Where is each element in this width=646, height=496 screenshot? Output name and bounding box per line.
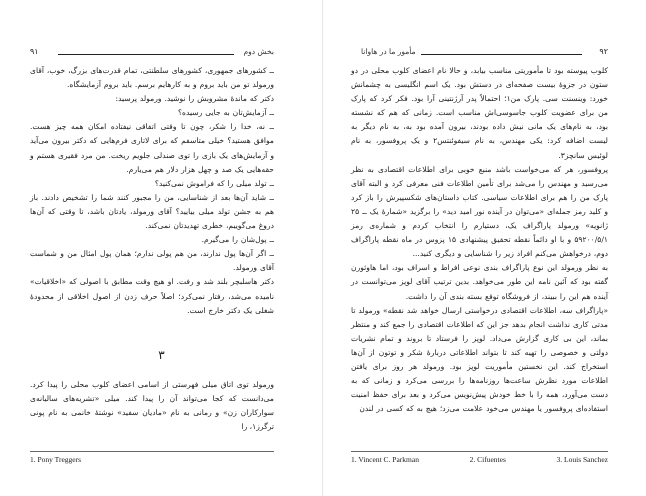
footnote: 1. Vincent C. Parkman <box>351 455 419 464</box>
running-title: بخش دوم <box>243 47 274 56</box>
page-number: ۹۲ <box>599 47 608 56</box>
paragraph: ــ پول‌شان را می‌گیرم. <box>201 235 274 245</box>
paragraph: ــ اگر آن‌ها پول ندارند، من هم پولی ندارم؛ همان پول امثال من و شماست آقای ورمولد. <box>30 249 274 273</box>
left-body-text <box>30 64 274 318</box>
section-body-text <box>30 378 274 434</box>
footnote: 1. Pony Treggers <box>30 455 82 464</box>
footnote-rule <box>351 451 608 452</box>
paragraph: به نظر ورمولد این نوع پاراگراف بندی نوعی افراط و اسراف بود، اما هاوثورن گفته بود که آئین نامه این طور می‌خواهد. بدین ترتیب آقای لوپز می‌توانست در آینده هم این را ببیند، از فروشگاه توقع بسته بندی آن را داشت. <box>351 263 608 301</box>
header-rule <box>58 54 234 55</box>
right-page <box>323 0 646 496</box>
paragraph: ــ شاید آن‌ها بعد از شناسایی، من را مجبور کنند شما را تشخیص دادند. باز هم به جشن تولد میلی بیایید؟ آقای ورمولد، یادتان باشد، تا وقتی که آن‌ها دروغ می‌گوییم، خطری تهدیدتان نمی‌کند. <box>30 192 274 231</box>
left-page-header <box>30 44 274 60</box>
paragraph: «پاراگراف سه، اطلاعات اقتصادی درخواستی ارسال خواهد شد نقطه» ورمولد تا مدتی کاری نداشت انجام بدهد جز این که اطلاعات اقتصادی را جمع کند و منتظر بماند، این بی کاری گزارش می‌داد. لوپز را فرستاد تا بروند و تمام نشریات دولتی و خصوصی را تهیه کند تا بتواند اطلاعاتی دربارهٔ شکر و توتون از آن‌ها استخراج کند. این نخستین مأموریت لوپز بود. ورمولد هر روز برای یافتن اطلاعات مورد نظرش ساعت‌ها روزنامه‌ها را بررسی می‌کرد و زمانی که به دست می‌آورد، همه را با خط خودش پیش‌نویس می‌کرد و بعد برای حفظ امنیت استفاده‌ای پروفسور یا مهندس می‌خود علامت می‌زد؛ هیچ به که کسی در لندن <box>351 305 608 414</box>
paragraph: ــ تولد میلی را که فراموش نمی‌کنید؟ <box>154 178 274 188</box>
footnotes <box>351 455 608 464</box>
paragraph: دکتر که ماندهٔ مشروبش را نوشید. ورمولد پرسید: <box>115 94 274 104</box>
right-page-header <box>351 44 608 60</box>
section-number: ۳ <box>158 348 165 362</box>
footnotes <box>30 455 81 464</box>
paragraph: دکتر هاسلبچر بلند شد و رفت. او هیچ وقت مطابق با اصولی که «اخلاقیات» نامیده می‌شد، رفتار نمی‌کرد؛ اصلاً حرف زدن از اصول اخلاقی از محدودهٔ شغلی یک دکتر خارج است. <box>30 277 274 315</box>
footnote: 3. Louis Sanchez <box>556 455 608 464</box>
paragraph: ــ نه، خدا را شکر، چون تا وقتی اتفاقی نیفتاده امکان همه چیز هست. موافق هستید؟ خیلی متاسفم که برای لاتاری فرم‌هایی که دکتر بیرون می‌آید و آزمایش‌های یک بازی را توی صندلی جلویم ریخت. من مرد فقیری هستم و حقه‌هایی یک صد و چهل هزار دلار هم می‌یارم. <box>30 122 274 174</box>
paragraph: ــ آزمایش‌تان به جایی رسیده؟ <box>177 108 274 118</box>
running-title: مأمور ما در هاوانا <box>361 47 416 56</box>
paragraph: ورمولد توی اتاق میلی فهرستی از اسامی اعضای کلوب محلی را پیدا کرد. می‌دانست که کجا می‌تواند آن را پیدا کند. میلی «تشریه‌های سالیانه‌ی سوارکاران زن» و رمانی به نام «مادیان سفید» نوشتهٔ خانمی به نام پونی ترگرز۱، را <box>30 380 274 432</box>
paragraph: پروفسور، هر که می‌خواست باشد منبع خوبی برای اطلاعات اقتصادی به نظر می‌رسید و مهندس را می‌شد برای تأمین اطلاعات فنی معرفی کرد و البته آقای پارک من را هم برای اطلاعات سیاسی. کتاب داستان‌های شکسپیرش را باز کرد و کلید رمز جمله‌ای «می‌توان در آینده نور امید دید» را برگزید «شمارهٔ یک ــ ۲۵ ژانویه» ورمولد پاراگراف یک، دستیارم را انتخاب کردم و شماره‌ی رمز ۵۹۲۰۰/۵/۱ و با او دائماً نقطه تحقیق پیشنهادی ۱۵ پزوس در ماه نقطه پاراگراف دوم، درخواهش می‌کنم افراد زیر را شناسایی و دیگری کنید... <box>351 164 608 259</box>
footnote-rule <box>30 451 274 452</box>
header-rule <box>421 54 582 55</box>
footnote: 2. Cifuentes <box>469 455 506 464</box>
paragraph: کلوب پیوسته بود تا مأموریتی مناسب بیابد، و حالا نام اعضای کلوب محلی در دو ستون در جزوهٔ بیست صفحه‌ای در دستش بود. یک اسم انگلیسی به چشمانش خورد: وینسنت سی. پارک من۱؛ احتمالاً پدر آرژنتینی آرا بود. فکر کرد که پارک من برای عضویت کلوب جاسوسی‌اش مناسب است. زمانی که هم که نشسته بود، به نام‌های یک مانی نیش داده بودند، بیرون آمده بود به، به نام دیگر به لیست اضافه کرد: یکی مهندس، به نام سیفوئنتس۲ و یک پروفسور، به نام لوئیس سانچز۳. <box>351 66 609 160</box>
paragraph: ــ کشورهای جمهوری، کشورهای سلطنتی، تمام قدرت‌های بزرگ، خوب، آقای ورمولد تو من باید بروم و به کارهایم برسم. باید بروم آزمایشگاه. <box>30 66 274 90</box>
page-number: ۹۱ <box>30 47 39 56</box>
right-body-text <box>351 64 608 416</box>
